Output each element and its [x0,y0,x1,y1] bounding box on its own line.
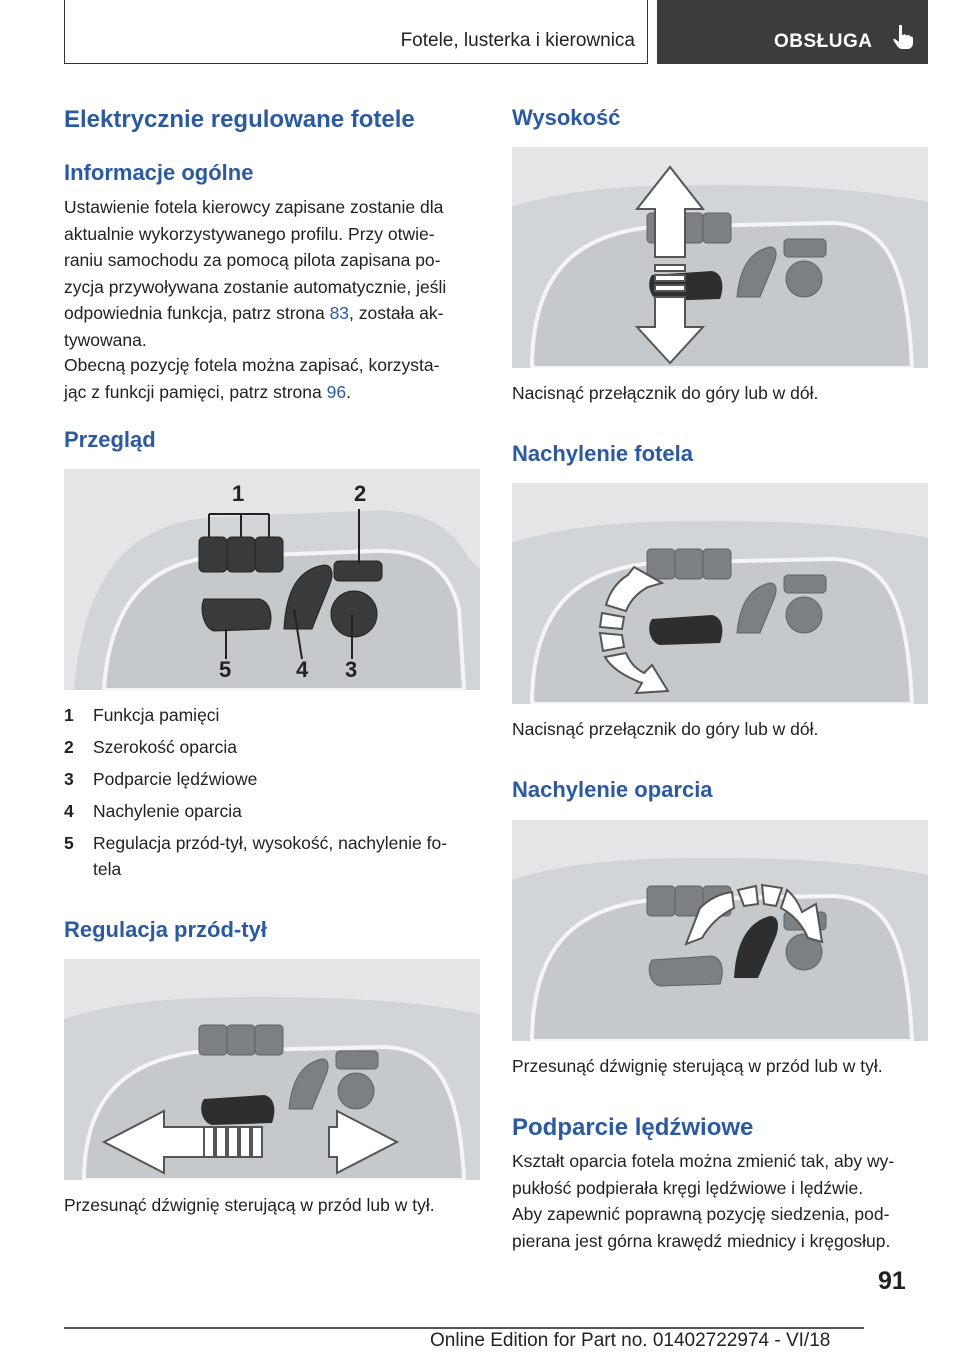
text-line: Aby zapewnić poprawną pozycję siedzenia, pod- [512,1204,890,1224]
hand-pointer-icon [892,24,914,50]
text-line: odpowiednia funkcja, patrz strona [64,303,330,323]
figure-backrest-tilt [512,820,928,1041]
section-title: Fotele, lusterka i kierownica [400,30,635,51]
heading-lumbar: Podparcie lędźwiowe [512,1114,754,1141]
page-link-83[interactable]: 83 [329,303,350,323]
text-line: Ustawienie fotela kierowcy zapisane zostanie dla [64,197,444,217]
legend-text: Szerokość oparcia [93,737,237,757]
page-link-96[interactable]: 96 [326,381,347,402]
figure-height-adjustment [512,147,928,368]
legend-text: Regulacja przód-tył, wysokość, nachylenie fo- [93,833,448,853]
section-title-seats: Elektrycznie regulowane fotele [64,106,415,133]
caption-backrest-tilt: Przesunąć dźwignię sterującą w przód lub w tył. [512,1056,883,1076]
text-line: aktualnie wykorzystywanego profilu. Przy otwie- [64,223,435,244]
chapter-label: OBSŁUGA [774,31,873,52]
callout-3: 3 [345,657,358,682]
text-line: , została ak- [349,303,444,323]
text-line: Obecną pozycję fotela można zapisać, korzysta- [64,355,440,375]
heading-fore-aft: Regulacja przód-tył [64,917,267,942]
legend-number: 3 [64,769,74,789]
legend-text: Nachylenie oparcia [93,801,242,821]
text-line: pierana jest górna krawędź miednicy i kręgosłup. [512,1230,891,1251]
paragraph-general [64,194,484,353]
caption-fore-aft: Przesunąć dźwignię sterującą w przód lub w tył. [64,1195,435,1215]
legend-number: 2 [64,737,74,757]
text-line: jąc z funkcji pamięci, patrz strona [64,381,327,402]
legend-number: 1 [64,705,74,725]
page-number: 91 [878,1267,906,1295]
text-line: Kształt oparcia fotela można zmienić tak, aby wy- [512,1151,895,1171]
figure-seat-controls-overview [64,469,480,690]
running-header [64,0,648,64]
legend-number: 4 [64,801,74,821]
heading-seat-tilt: Nachylenie fotela [512,441,693,466]
heading-backrest-tilt: Nachylenie oparcia [512,777,713,802]
legend-text: Podparcie lędźwiowe [93,769,258,789]
heading-overview: Przegląd [64,427,156,452]
caption-height: Nacisnąć przełącznik do góry lub w dół. [512,383,819,403]
paragraph-memory [64,352,484,405]
callout-4: 4 [296,657,309,682]
heading-height: Wysokość [512,105,621,130]
legend-number: 5 [64,833,74,853]
figure-seat-tilt [512,483,928,704]
footer-edition: Online Edition for Part no. 01402722974 - VI/18 [430,1330,831,1351]
footer-divider [64,1327,864,1329]
figure-fore-aft-adjustment [64,959,480,1180]
chapter-tab[interactable] [657,0,928,64]
callout-5: 5 [219,657,232,682]
text-line: zycja przywoływana zostanie automatycznie, jeśli [64,276,447,297]
caption-seat-tilt: Nacisnąć przełącznik do góry lub w dół. [512,719,819,739]
text-line: tywowana. [64,329,147,350]
heading-general: Informacje ogólne [64,160,254,185]
text-line: . [346,381,351,402]
text-line: raniu samochodu za pomocą pilota zapisana po- [64,250,441,270]
legend-text: Funkcja pamięci [93,705,220,725]
legend-text: tela [93,859,122,879]
callout-1: 1 [232,481,245,506]
callout-2: 2 [354,481,367,506]
paragraph-lumbar [512,1148,932,1254]
text-line: pukłość podpierała kręgi lędźwiowe i lędźwie. [512,1177,864,1198]
